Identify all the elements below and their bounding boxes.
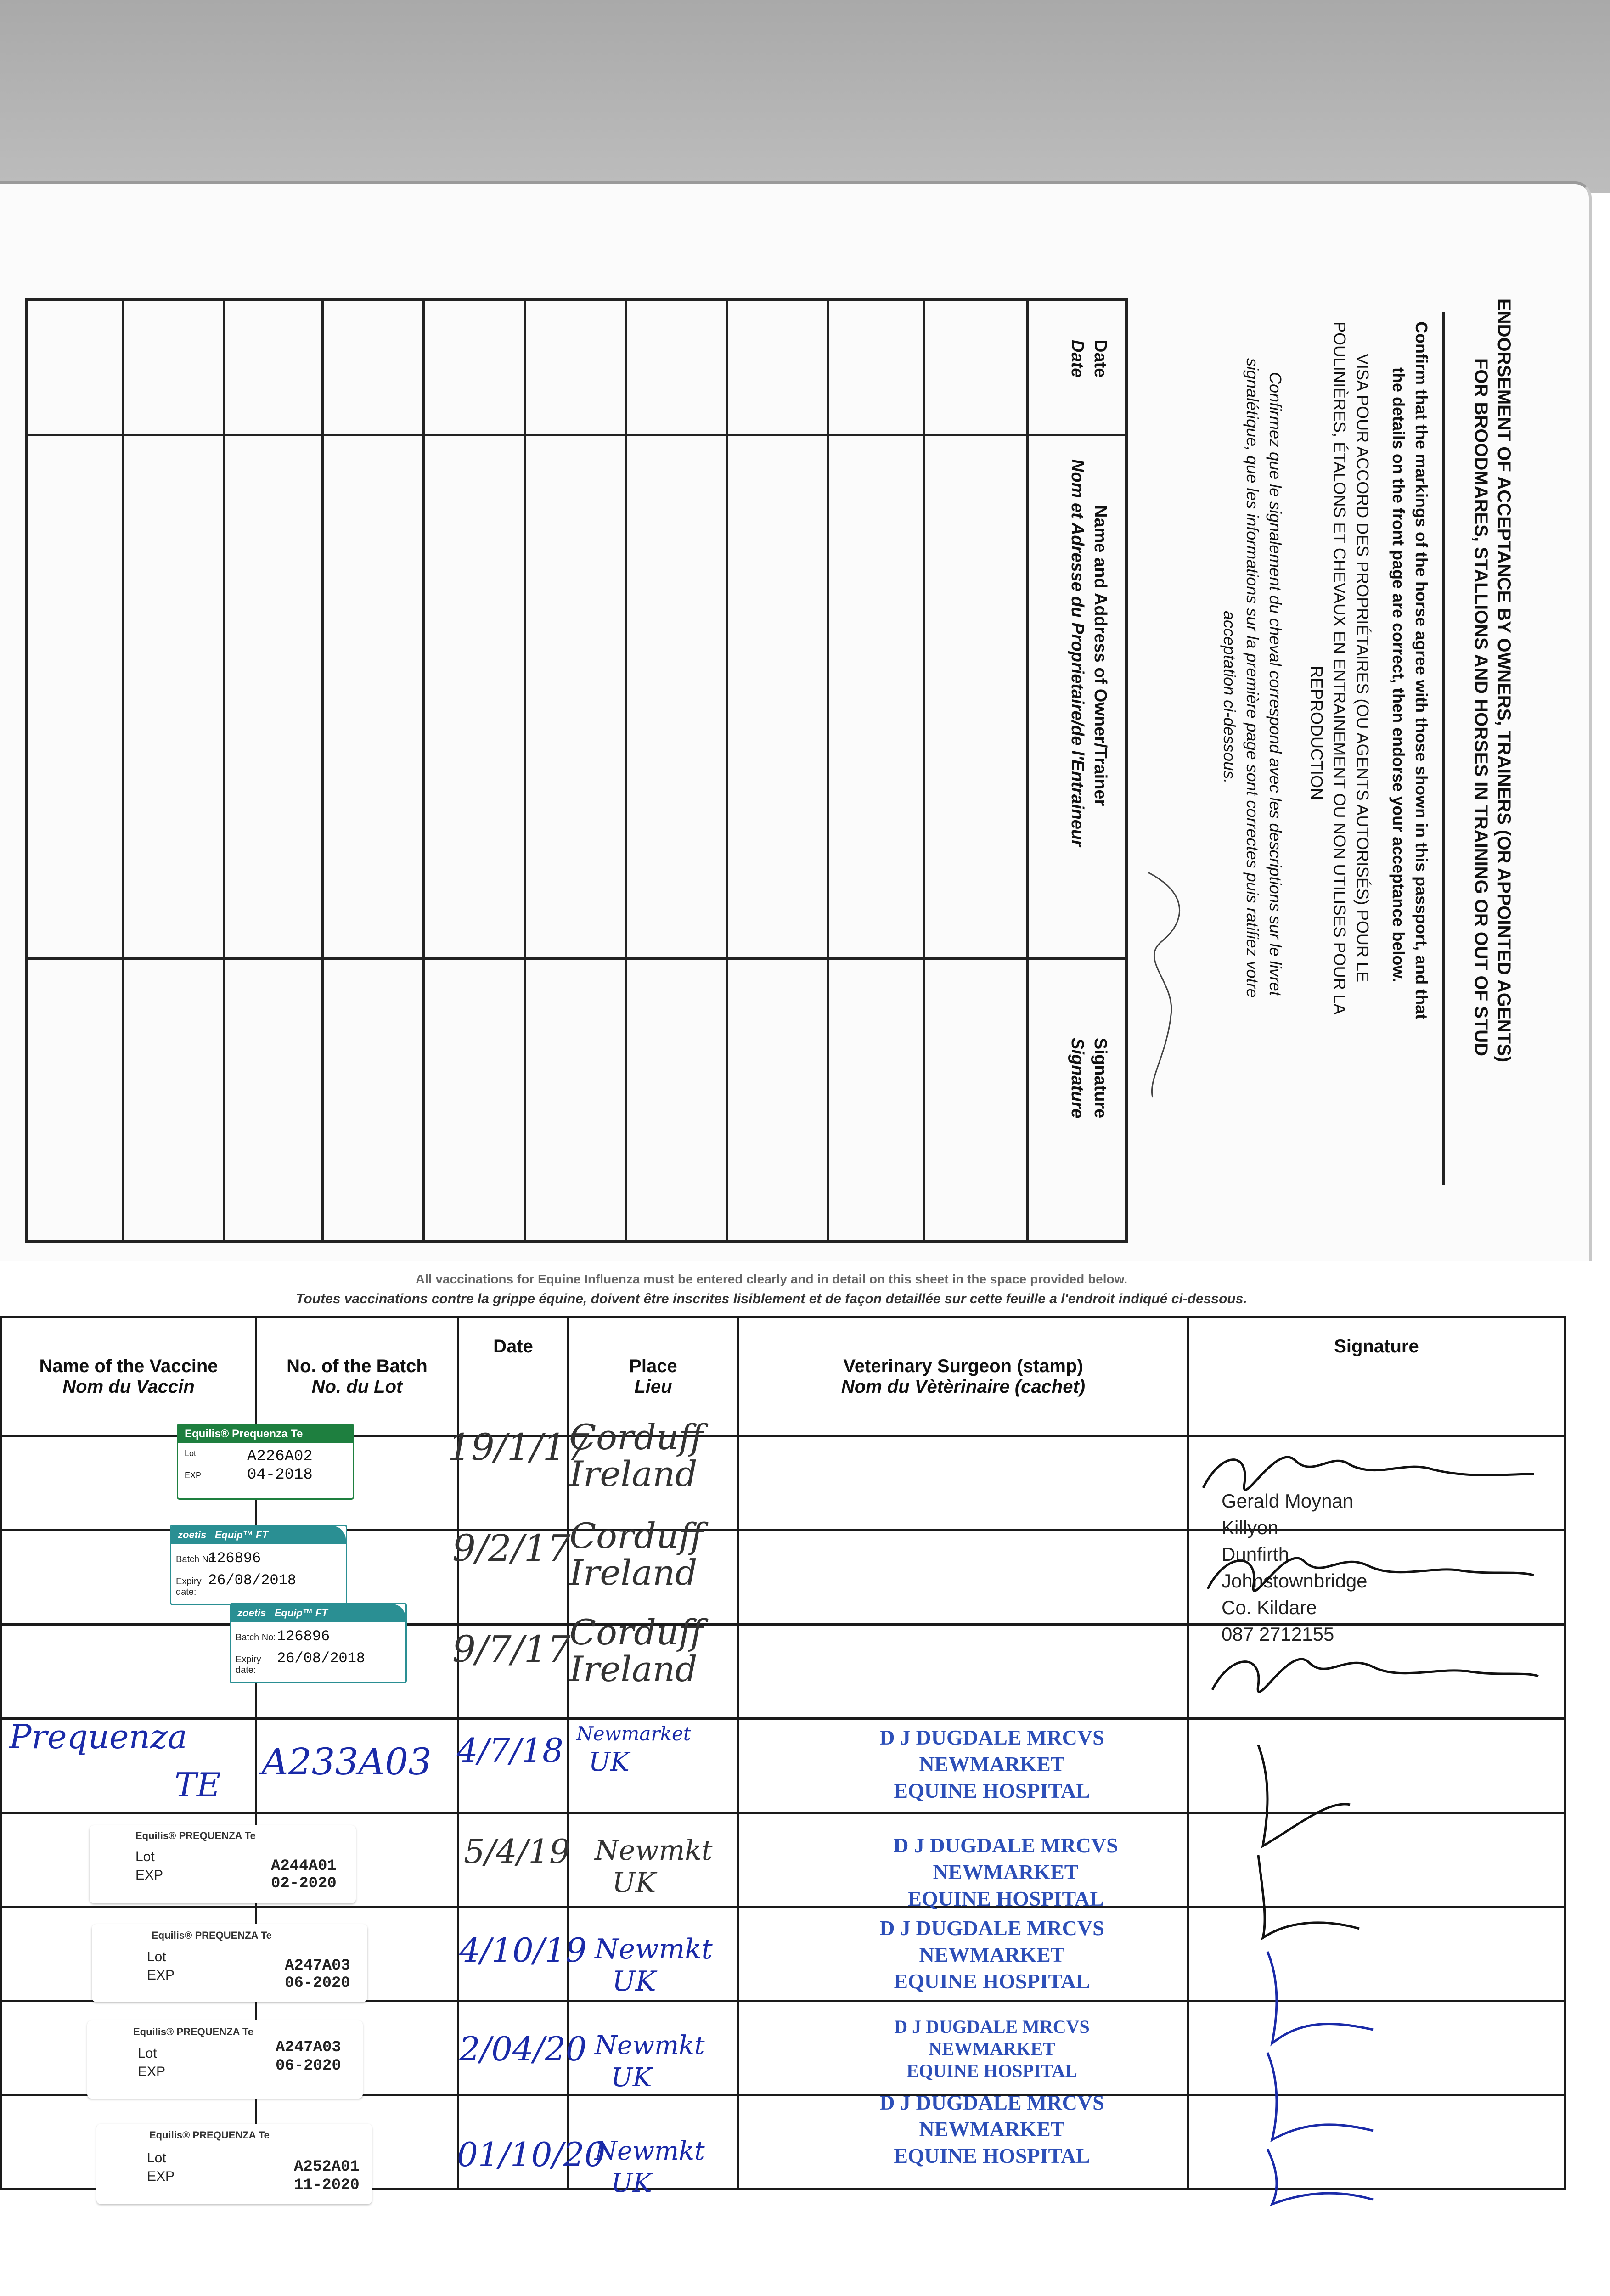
date-handwritten: 9/2/17 — [452, 1527, 571, 1570]
notice-fr: Toutes vaccinations contre la grippe équine, doivent être inscrites lisiblement et de façon detaillée sur cette feuille a l'endroit indiqué ci-dessous. — [296, 1291, 1247, 1306]
label-expiry-caption: Expiry date: — [176, 1576, 202, 1597]
th-signature: Signature — [1188, 1317, 1565, 1436]
vaccine-label-zoetis — [170, 1525, 347, 1605]
endorsement-visa-line1: VISA POUR ACCORD DES PROPRIÉTAIRES (OU AGENTS AUTORISÉS) POUR LE — [1353, 354, 1372, 982]
label-exp-caption: EXP — [138, 2064, 166, 2079]
signature-scribbles-black — [1194, 1433, 1543, 1717]
label-batch: 126896 — [208, 1550, 261, 1567]
th-place: Place Lieu — [569, 1317, 738, 1436]
label-brand: Equilis® PREQUENZA Te — [135, 1830, 256, 1841]
col-name-en: Name and Address of Owner/Trainer — [1091, 505, 1110, 806]
endorsement-confirmez-line3: acceptation ci-dessous. — [1220, 611, 1239, 784]
label-lot: A244A01 — [271, 1857, 337, 1875]
label-brand: Equilis® Prequenza Te — [178, 1425, 353, 1443]
batch-handwritten: A233A03 — [262, 1740, 432, 1783]
place-handwritten: Newmkt UK — [595, 2136, 705, 2198]
endorsement-confirmez-line1: Confirmez que le signalement du cheval correspond avec les descriptions sur le livret — [1266, 372, 1285, 996]
th-date: Date — [458, 1317, 569, 1436]
label-lot: A252A01 — [294, 2158, 360, 2176]
date-handwritten: 5/4/19 — [464, 1832, 570, 1871]
label-lot-caption: Lot — [147, 2150, 166, 2166]
endorsement-confirmez-line2: signalétique, que les informations sur la première page sont correctes puis ratifiez votre — [1243, 358, 1262, 998]
notice-en: All vaccinations for Equine Influenza must be entered clearly and in detail on this sheet in the space provided below. — [415, 1272, 1128, 1286]
col-name-fr: Nom et Adresse du Proprietaire/de l'Entraineur — [1068, 459, 1087, 847]
th-batch: No. of the Batch No. du Lot — [256, 1317, 458, 1436]
label-exp: 06-2020 — [276, 2057, 341, 2075]
endorsement-title-line2: FOR BROODMARES, STALLIONS AND HORSES IN TRAINING OR OUT OF STUD — [1471, 358, 1491, 1056]
label-exp: 02-2020 — [271, 1875, 337, 1892]
label-lot: A247A03 — [276, 2039, 341, 2056]
label-exp-caption: EXP — [147, 2169, 175, 2184]
label-brand: Equilis® PREQUENZA Te — [133, 2026, 253, 2037]
endorsement-confirm-line1: Confirm that the markings of the horse agree with those shown in this passport, and that — [1412, 321, 1431, 1020]
place-handwritten: Newmkt UK — [595, 1933, 713, 1998]
label-lot-caption: Lot — [147, 1949, 166, 1964]
vaccine-name-handwritten: Prequenza — [9, 1717, 187, 1756]
label-lot: A247A03 — [285, 1957, 350, 1975]
label-brand: Equilis® PREQUENZA Te — [152, 1930, 272, 1941]
col-date-fr: Date — [1068, 340, 1087, 378]
date-handwritten: 4/7/18 — [457, 1731, 563, 1770]
label-brand-bar: zoetis Equip™ FT — [171, 1526, 346, 1544]
place-handwritten: Newmkt UK — [595, 1835, 713, 1899]
vet-stamp: D J DUGDALE MRCVS NEWMARKET EQUINE HOSPITAL — [879, 1916, 1104, 1993]
th-vet: Veterinary Surgeon (stamp) Nom du Vètèrinaire (cachet) — [738, 1317, 1188, 1436]
endorsement-visa-line2: POULINIÈRES, ÉTALONS ET CHEVAUX EN ENTRAINEMENT OU NON UTILISES POUR LA — [1330, 321, 1349, 1015]
label-brand-bar: zoetis Equip™ FT — [231, 1604, 405, 1622]
date-handwritten: 4/10/19 — [459, 1931, 587, 1970]
vet-stamp: D J DUGDALE MRCVS NEWMARKET EQUINE HOSPITAL — [879, 2091, 1104, 2167]
vaccination-header-row — [1, 1317, 1565, 1436]
endorsement-confirm-line2: the details on the front page are correct, then endorse your acceptance below. — [1389, 367, 1408, 982]
date-handwritten: 01/10/20 — [457, 2135, 606, 2174]
label-expiry: 26/08/2018 — [277, 1650, 366, 1667]
endorsement-visa-line3: REPRODUCTION — [1307, 666, 1326, 800]
date-handwritten: 19/1/17 — [448, 1426, 590, 1469]
label-exp-caption: EXP — [135, 1868, 163, 1883]
col-date-en: Date — [1091, 340, 1110, 378]
label-batch-caption: Batch No: — [176, 1554, 216, 1564]
place-handwritten: Corduff Ireland — [569, 1515, 704, 1593]
label-exp-caption: EXP — [147, 1968, 175, 1983]
label-exp: 11-2020 — [294, 2177, 360, 2194]
label-brand: Equilis® PREQUENZA Te — [149, 2129, 270, 2141]
pen-scribble — [1120, 863, 1212, 1102]
label-exp: 04-2018 — [247, 1466, 313, 1484]
date-handwritten: 2/04/20 — [459, 2030, 587, 2068]
vet-stamp: D J DUGDALE MRCVS NEWMARKET EQUINE HOSPITAL — [894, 2016, 1090, 2081]
label-exp-caption: EXP — [185, 1471, 202, 1480]
th-vaccine: Name of the Vaccine Nom du Vaccin — [1, 1317, 256, 1436]
vaccine-label-equilis — [90, 1825, 356, 1903]
vaccine-label-equilis-green — [177, 1424, 354, 1500]
vet-stamp: D J DUGDALE MRCVS NEWMARKET EQUINE HOSPITAL — [879, 1726, 1104, 1802]
label-exp: 06-2020 — [285, 1975, 350, 1992]
vaccine-label-equilis — [92, 1924, 367, 2002]
place-handwritten: Newmarket UK — [576, 1722, 691, 1777]
label-expiry: 26/08/2018 — [208, 1572, 297, 1589]
label-lot: A226A02 — [247, 1448, 313, 1465]
label-lot-caption: Lot — [185, 1449, 197, 1458]
vet-stamp: D J DUGDALE MRCVS NEWMARKET EQUINE HOSPITAL — [893, 1834, 1118, 1910]
scanner-background — [0, 0, 1610, 193]
col-signature-fr: Signature — [1068, 1038, 1087, 1119]
place-handwritten: Corduff Ireland — [569, 1417, 704, 1494]
label-expiry-caption: Expiry date: — [236, 1654, 261, 1675]
vaccine-name-handwritten-2: TE — [175, 1766, 221, 1804]
endorsement-title-line1: ENDORSEMENT OF ACCEPTANCE BY OWNERS, TRAINERS (OR APPOINTED AGENTS) — [1494, 298, 1514, 1063]
label-lot-caption: Lot — [135, 1849, 155, 1864]
date-handwritten: 9/7/17 — [452, 1628, 571, 1671]
vaccine-label-zoetis — [230, 1603, 407, 1683]
vaccine-label-equilis — [96, 2124, 372, 2204]
title-underline — [1442, 312, 1445, 1185]
label-batch-caption: Batch No: — [236, 1632, 276, 1643]
vaccine-label-equilis — [87, 2020, 363, 2099]
signature-address-stamp: Gerald Moynan Killyon Dunfirth Johnstownbridge Co. Kildare 087 2712155 — [1222, 1490, 1368, 1645]
signature-scribbles-blue — [1240, 1727, 1424, 2209]
place-handwritten: Corduff Ireland — [569, 1612, 704, 1689]
col-signature-en: Signature — [1091, 1038, 1110, 1119]
label-lot-caption: Lot — [138, 2046, 157, 2061]
place-handwritten: Newmkt UK — [595, 2031, 705, 2093]
label-batch: 126896 — [277, 1628, 330, 1645]
